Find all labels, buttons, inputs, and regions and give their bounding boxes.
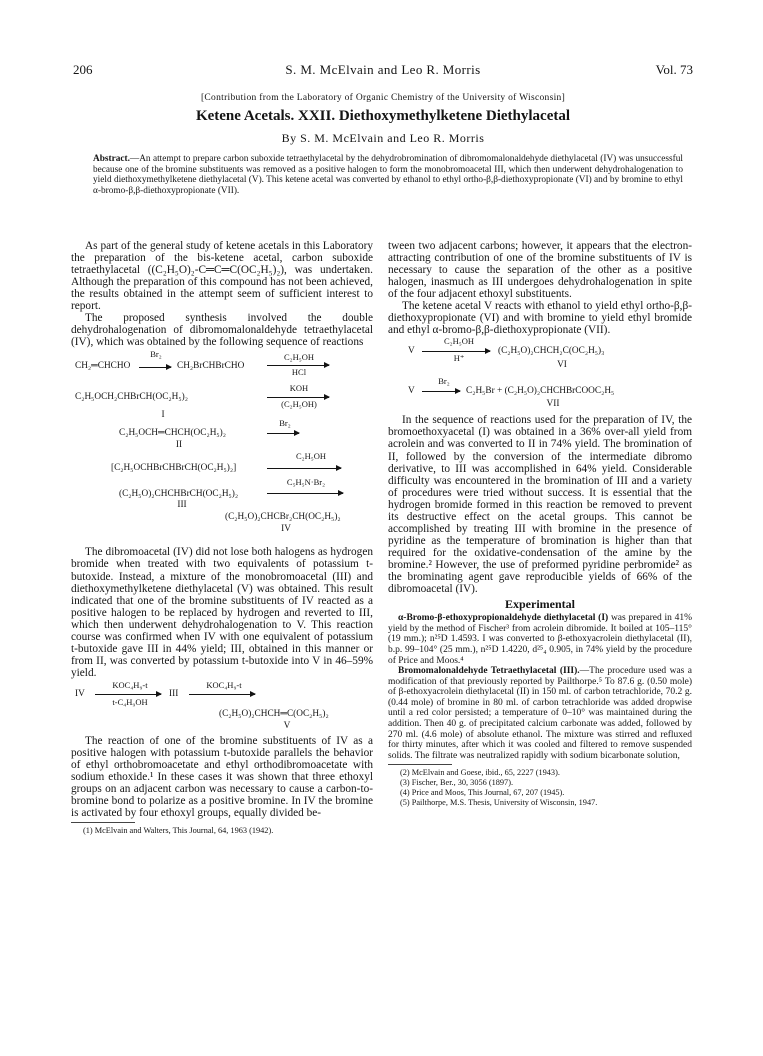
scheme1-r4-above: C₂H₅OH xyxy=(295,451,326,462)
scheme3-r1-above: C₂H₅OH xyxy=(443,336,474,347)
section-heading-experimental: Experimental xyxy=(505,597,575,612)
scheme3-r2-above: Br₂ xyxy=(438,376,450,387)
scheme2-iii: III xyxy=(169,688,179,699)
scheme1-label-iii: III xyxy=(177,500,187,511)
left-paragraph-4: The reaction of one of the bromine substituents of IV as a positive halogen with potassium t-butoxide parallels the behavior of ethyl orthobromoacetate and ethyl orthodibromoacetate with sodium ethoxide.¹ In these cases it was shown that three ethoxyl groups on an adjacent carbon was necessary to cause a carbon-to-bromine bond to polarize as a positive bromine. In IV the bromine is activated by four ethoxyl groups, equally divided be- xyxy=(71,734,373,820)
scheme1-arrow-4 xyxy=(267,433,299,434)
scheme1-compound-ii: C₂H₅OCH═CHCH(OC₂H₅)₂ xyxy=(119,428,226,439)
compound-iii-heading: Bromomalonaldehyde Tetraethylacetal (III). xyxy=(398,666,580,677)
reaction-scheme-1 xyxy=(71,348,373,546)
footnote-rule-right xyxy=(388,764,452,765)
experimental-paragraph-1 xyxy=(388,613,692,666)
right-paragraph-1: tween two adjacent carbons; however, it appears that the electron-attracting contribution of one of the bromine substituents of IV is necessary to cause the separation of the other as a positive halogen, inasmuch as III undergoes dehydrohalogenation in spite of the four adjacent ethoxyl substituents. xyxy=(388,240,692,301)
scheme1-acrolein: CH₂═CHCHO xyxy=(75,361,131,372)
scheme1-label-iv: IV xyxy=(281,524,291,535)
scheme1-r1-above2: C₂H₅OH xyxy=(283,352,314,363)
scheme1-arrow-2 xyxy=(267,365,329,366)
scheme2-a1-below: t-C₄H₉OH xyxy=(112,696,148,707)
scheme3-compound-vi: (C₂H₅O)₂CHCH₂C(OC₂H₅)₃ xyxy=(498,346,605,357)
left-paragraph-2: The proposed synthesis involved the double dehydrohalogenation of dibromomalonaldehyde tetraethylacetal (IV), which was obtained by the following sequence of reactions xyxy=(71,312,373,349)
scheme1-dibromopropanal: CH₂BrCHBrCHO xyxy=(177,361,245,372)
volume-number: Vol. 73 xyxy=(655,62,693,77)
scheme1-arrow-6 xyxy=(267,493,343,494)
reaction-scheme-3 xyxy=(388,336,692,414)
compound-iii-text: —The procedure used was a modification of that previously reported by Pailthorpe.⁵ To 87.6 g. (0.50 mole) of β-ethoxyacrolein diethylacetal (II) in 150 ml. of carbon tetrachloride, 70.2 g. (0.44 mole) of bromine in 80 ml. of carbon tetrachloride was added dropwise until a red color persisted; a temperature of 0–10° was maintained during the addition. Then 40 g. of precipitated calcium carbonate was added, followed by 270 ml. (4.6 mole) of absolute ethanol. The mixture was stirred and refluxed for thirty minutes, after which it was cooled and filtered to remove suspended solids. The filtrate was neutralized rapidly with sodium bicarbonate solution, xyxy=(388,666,692,761)
abstract-label: Abstract. xyxy=(93,154,130,164)
scheme1-r1-below2: HCl xyxy=(291,367,307,378)
running-header xyxy=(73,62,693,78)
reaction-scheme-2 xyxy=(71,679,373,735)
footnote-rule xyxy=(71,822,135,823)
page-number: 206 xyxy=(73,62,93,77)
right-paragraph-2: The ketene acetal V reacts with ethanol to yield ethyl ortho-β,β-diethoxypropionate (VI) and with bromine to yield ethyl bromide and ethyl α-bromo-β,β-diethoxypropionate (VII). xyxy=(388,300,692,337)
scheme2-product-v: (C₂H₅O)₂CHCH═C(OC₂H₅)₂ xyxy=(219,708,329,719)
left-paragraph-3: The dibromoacetal (IV) did not lose both halogens as hydrogen bromide when treated with two equivalents of potassium t-butoxide. Instead, a mixture of the monobromoacetal (III) and diethoxymethylketene diethylacetal (V) was obtained. This result indicated that one of the bromine substituents of IV reacted as a positive halogen to be replaced by hydrogen and reverted to III, which then underwent dehydrohalogenation to V. This reaction course was confirmed when IV with one equivalent of potassium t-butoxide gave III in 44% yield; III, obtained in this manner or from II, was converted by potassium t-butoxide into V in 46–59% yield. xyxy=(71,546,373,679)
byline: By S. M. McElvain and Leo R. Morris xyxy=(281,131,485,145)
scheme1-compound-iii: (C₂H₅O)₂CHCHBrCH(OC₂H₅)₂ xyxy=(119,489,239,500)
left-column xyxy=(71,240,373,836)
right-paragraph-3: In the sequence of reactions used for the preparation of IV, the bromoethoxyacetal (I) was obtained in a 36% over-all yield from acrolein and was converted to II in 74% yield. The bromination of II, followed by the conversion of the intermediate dibromo derivative, to III was accomplished in 64% yield. Considerable difficulty was encountered in the bromination of III and a variety of procedures were tried without success. It is essential that the hydrogen bromide formed in this reaction be removed to prevent its destructive effect on the acetal groups. This cannot be accomplished by treating III with bromine in the presence of pyridine as the temperature of bromination is higher than that required for the oxidative-condensation of the amine by the bromine.² However, the use of preformed pyridine perbromide² as the brominating agent gave reproducible yields of 66% of the dibromoacetal (IV). xyxy=(388,414,692,596)
scheme3-v-1: V xyxy=(408,346,415,357)
scheme3-label-vii: VII xyxy=(546,399,560,410)
footnote-4: (4) Price and Moos, This Journal, 67, 207 (1945). xyxy=(400,788,565,798)
scheme2-label-v: V xyxy=(283,720,291,731)
scheme3-label-vi: VI xyxy=(557,360,567,371)
left-paragraph-1: As part of the general study of ketene acetals in this Laboratory the preparation of the bis-ketene acetal, carbon suboxide tetraethylacetal ((C₂H₅O)₂-C═C═C(OC₂H₅)₂), was undertaken. Although the preparation of this compound has not been achieved, the results obtained in the attempt seem of sufficient interest to report. xyxy=(71,240,373,313)
contribution-line: [Contribution from the Laboratory of Organic Chemistry of the University of Wisconsin] xyxy=(200,93,566,103)
experimental-paragraph-2 xyxy=(388,666,692,761)
scheme2-a2-above: KOC₄H₉-t xyxy=(206,679,242,690)
scheme2-a1-above: KOC₄H₉-t xyxy=(112,679,148,690)
abstract-text: —An attempt to prepare carbon suboxide tetraethylacetal by the dehydrobromination of dibromomalonaldehyde diethylacetal (IV) was unsuccessful because one of the bromine substituents was removed as a positive halogen to form the monobromoacetal III, which then underwent dehydrohalogenation to yield diethoxymethylketene diethylacetal (V). This ketene acetal was converted by ethanol to ethyl ortho-β,β-diethoxypropionate (VI) and by bromine to ethyl α-bromo-β,β-diethoxypropionate (VII). xyxy=(93,154,683,196)
scheme2-arrow-1 xyxy=(95,694,161,695)
right-column xyxy=(388,240,692,808)
footnote-2: (2) McElvain and Goese, ibid., 65, 2227 (1943). xyxy=(400,768,560,778)
compound-i-heading: α-Bromo-β-ethoxypropionaldehyde diethylacetal (I) xyxy=(398,613,609,624)
scheme1-arrow-5 xyxy=(267,468,341,469)
scheme1-label-i: I xyxy=(161,410,165,421)
experimental-text xyxy=(388,613,692,761)
scheme3-arrow-2 xyxy=(422,391,460,392)
scheme3-arrow-1 xyxy=(422,351,490,352)
footnote-1: (1) McElvain and Walters, This Journal, 64, 1963 (1942). xyxy=(83,826,274,836)
scheme1-r5-above: C₅H₅N·Br₂ xyxy=(286,477,326,488)
scheme3-compound-vii: C₂H₅Br + (C₂H₅O)₂CHCHBrCOOC₂H₅ xyxy=(466,386,615,397)
scheme1-r3-above: Br₂ xyxy=(279,418,291,429)
running-title: S. M. McElvain and Leo R. Morris xyxy=(285,62,481,77)
scheme1-r2-above: KOH xyxy=(289,383,309,394)
scheme1-label-ii: II xyxy=(175,440,183,451)
scheme1-r1-above: Br₂ xyxy=(150,349,162,360)
abstract xyxy=(93,154,683,196)
compound-i-text: was prepared in 41% yield by the method of Fischer³ from acrolein dibromide. It boiled at 105–115° (19 mm.); n²⁵D 1.4593. I was converted to β-ethoxyacrolein diethylacetal (II), b.p. 99–104° (25 mm.), n²⁵D 1.4220, d²⁵₄ 0.905, in 74% yield by the procedure of Price and Moos.⁴ xyxy=(388,613,692,666)
scheme1-arrow-1 xyxy=(139,367,171,368)
scheme3-r1-below: H⁺ xyxy=(453,353,465,364)
scheme2-arrow-2 xyxy=(189,694,255,695)
scheme3-v-2: V xyxy=(408,386,415,397)
scheme1-r2-below: (C₂H₅OH) xyxy=(281,399,317,410)
scheme1-compound-i: C₂H₅OCH₂CHBrCH(OC₂H₅)₂ xyxy=(75,392,188,403)
footnote-5: (5) Pailthorpe, M.S. Thesis, University of Wisconsin, 1947. xyxy=(400,798,598,808)
scheme1-dibromo-intermediate: [C₂H₅OCHBrCHBrCH(OC₂H₅)₂] xyxy=(111,463,237,474)
scheme1-compound-iv: (C₂H₅O)₂CHCBr₂CH(OC₂H₅)₂ xyxy=(225,512,341,523)
article-title: Ketene Acetals. XXII. Diethoxymethylketene Diethylacetal xyxy=(195,108,571,124)
scheme1-arrow-3 xyxy=(267,397,329,398)
footnote-3: (3) Fischer, Ber., 30, 3056 (1897). xyxy=(400,778,514,788)
scheme2-iv: IV xyxy=(75,688,85,699)
